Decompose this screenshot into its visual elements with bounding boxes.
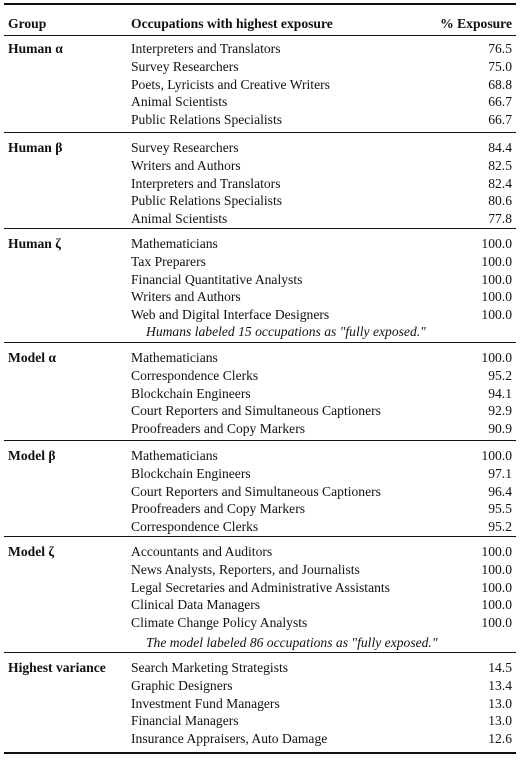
occupation-cell: Poets, Lyricists and Creative Writers bbox=[131, 76, 330, 92]
occupation-cell: Mathematicians bbox=[131, 350, 218, 365]
exposure-value: 100.0 bbox=[481, 579, 512, 595]
occupation-cell: Graphic Designers bbox=[131, 677, 233, 693]
occupation-cell: Interpreters and Translators bbox=[131, 41, 281, 56]
table-rule bbox=[4, 440, 516, 441]
exposure-value: 100.0 bbox=[481, 253, 512, 269]
exposure-value: 95.5 bbox=[488, 501, 512, 517]
table-rule bbox=[4, 132, 516, 133]
exposure-value: 100.0 bbox=[481, 236, 512, 251]
exposure-value: 100.0 bbox=[481, 271, 512, 287]
exposure-value: 100.0 bbox=[481, 615, 512, 631]
occupation-cell: Public Relations Specialists bbox=[131, 112, 283, 128]
occupation-cell: Blockchain Engineers bbox=[131, 385, 251, 401]
exposure-value: 82.4 bbox=[488, 175, 512, 191]
occupation-cell: Clinical Data Managers bbox=[131, 597, 261, 613]
exposure-value: 100.0 bbox=[481, 289, 512, 305]
occupation-cell: Climate Change Policy Analysts bbox=[131, 615, 308, 631]
group-label: Human ζ bbox=[8, 236, 61, 251]
group-label: Highest variance bbox=[8, 660, 106, 675]
exposure-value: 94.1 bbox=[488, 385, 512, 401]
occupation-cell: Interpreters and Translators bbox=[131, 175, 281, 191]
exposure-value: 66.7 bbox=[488, 112, 512, 128]
exposure-value: 75.0 bbox=[488, 58, 512, 74]
occupation-cell: Proofreaders and Copy Markers bbox=[131, 501, 306, 517]
exposure-value: 13.0 bbox=[488, 713, 512, 729]
occupation-cell: Court Reporters and Simultaneous Captioners bbox=[131, 483, 381, 499]
exposure-value: 90.9 bbox=[488, 421, 512, 437]
occupation-cell: Legal Secretaries and Administrative Assistants bbox=[131, 579, 390, 595]
header-group: Group bbox=[8, 16, 47, 31]
exposure-value: 82.5 bbox=[488, 157, 512, 173]
occupation-cell: Writers and Authors bbox=[131, 289, 241, 305]
exposure-value: 68.8 bbox=[488, 76, 512, 92]
exposure-value: 95.2 bbox=[488, 367, 512, 383]
occupation-cell: Search Marketing Strategists bbox=[131, 660, 289, 675]
occupation-cell: Web and Digital Interface Designers bbox=[131, 307, 330, 323]
exposure-value: 14.5 bbox=[488, 660, 512, 675]
exposure-value: 76.5 bbox=[488, 41, 512, 56]
exposure-value: 100.0 bbox=[481, 597, 512, 613]
occupation-cell: Tax Preparers bbox=[131, 253, 206, 269]
exposure-value: 97.1 bbox=[488, 465, 512, 481]
occupation-cell: Court Reporters and Simultaneous Captioners bbox=[131, 403, 381, 419]
table-rule bbox=[4, 3, 516, 5]
occupation-cell: Investment Fund Managers bbox=[131, 695, 280, 711]
occupation-cell: Writers and Authors bbox=[131, 157, 241, 173]
exposure-value: 92.9 bbox=[488, 403, 512, 419]
exposure-value: 100.0 bbox=[481, 561, 512, 577]
table-rule bbox=[4, 35, 516, 36]
exposure-value: 12.6 bbox=[488, 731, 512, 747]
group-label: Model β bbox=[8, 448, 56, 463]
exposure-value: 100.0 bbox=[481, 544, 512, 559]
table-note: Humans labeled 15 occupations as "fully exposed." bbox=[146, 324, 426, 339]
exposure-value: 100.0 bbox=[481, 350, 512, 365]
header-occupations: Occupations with highest exposure bbox=[131, 16, 333, 31]
occupation-cell: Correspondence Clerks bbox=[131, 367, 259, 383]
exposure-value: 95.2 bbox=[488, 519, 512, 535]
occupation-cell: Insurance Appraisers, Auto Damage bbox=[131, 731, 328, 747]
exposure-value: 96.4 bbox=[488, 483, 512, 499]
table-rule bbox=[4, 228, 516, 229]
group-label: Model α bbox=[8, 350, 56, 365]
table-rule bbox=[4, 752, 516, 754]
table-rule bbox=[4, 652, 516, 653]
occupation-cell: Financial Quantitative Analysts bbox=[131, 271, 303, 287]
exposure-value: 100.0 bbox=[481, 307, 512, 323]
table-rule bbox=[4, 342, 516, 343]
exposure-value: 100.0 bbox=[481, 448, 512, 463]
group-label: Human α bbox=[8, 41, 63, 56]
exposure-value: 13.0 bbox=[488, 695, 512, 711]
occupation-cell: News Analysts, Reporters, and Journalists bbox=[131, 561, 360, 577]
occupation-cell: Animal Scientists bbox=[131, 94, 228, 110]
occupation-cell: Blockchain Engineers bbox=[131, 465, 251, 481]
exposure-value: 84.4 bbox=[488, 140, 512, 155]
exposure-value: 77.8 bbox=[488, 211, 512, 227]
exposure-value: 80.6 bbox=[488, 193, 512, 209]
occupation-cell: Financial Managers bbox=[131, 713, 239, 729]
occupation-cell: Mathematicians bbox=[131, 448, 218, 463]
exposure-value: 13.4 bbox=[488, 677, 512, 693]
exposure-value: 66.7 bbox=[488, 94, 512, 110]
group-label: Model ζ bbox=[8, 544, 55, 559]
occupation-cell: Correspondence Clerks bbox=[131, 519, 259, 535]
table-note: The model labeled 86 occupations as "fully exposed." bbox=[146, 635, 438, 650]
table-rule bbox=[4, 536, 516, 537]
group-label: Human β bbox=[8, 140, 63, 155]
occupation-cell: Public Relations Specialists bbox=[131, 193, 283, 209]
occupation-cell: Accountants and Auditors bbox=[131, 544, 273, 559]
occupation-cell: Survey Researchers bbox=[131, 58, 239, 74]
occupation-cell: Mathematicians bbox=[131, 236, 218, 251]
occupation-cell: Animal Scientists bbox=[131, 211, 228, 227]
occupation-cell: Proofreaders and Copy Markers bbox=[131, 421, 306, 437]
header-exposure: % Exposure bbox=[440, 16, 512, 31]
occupation-cell: Survey Researchers bbox=[131, 140, 239, 155]
